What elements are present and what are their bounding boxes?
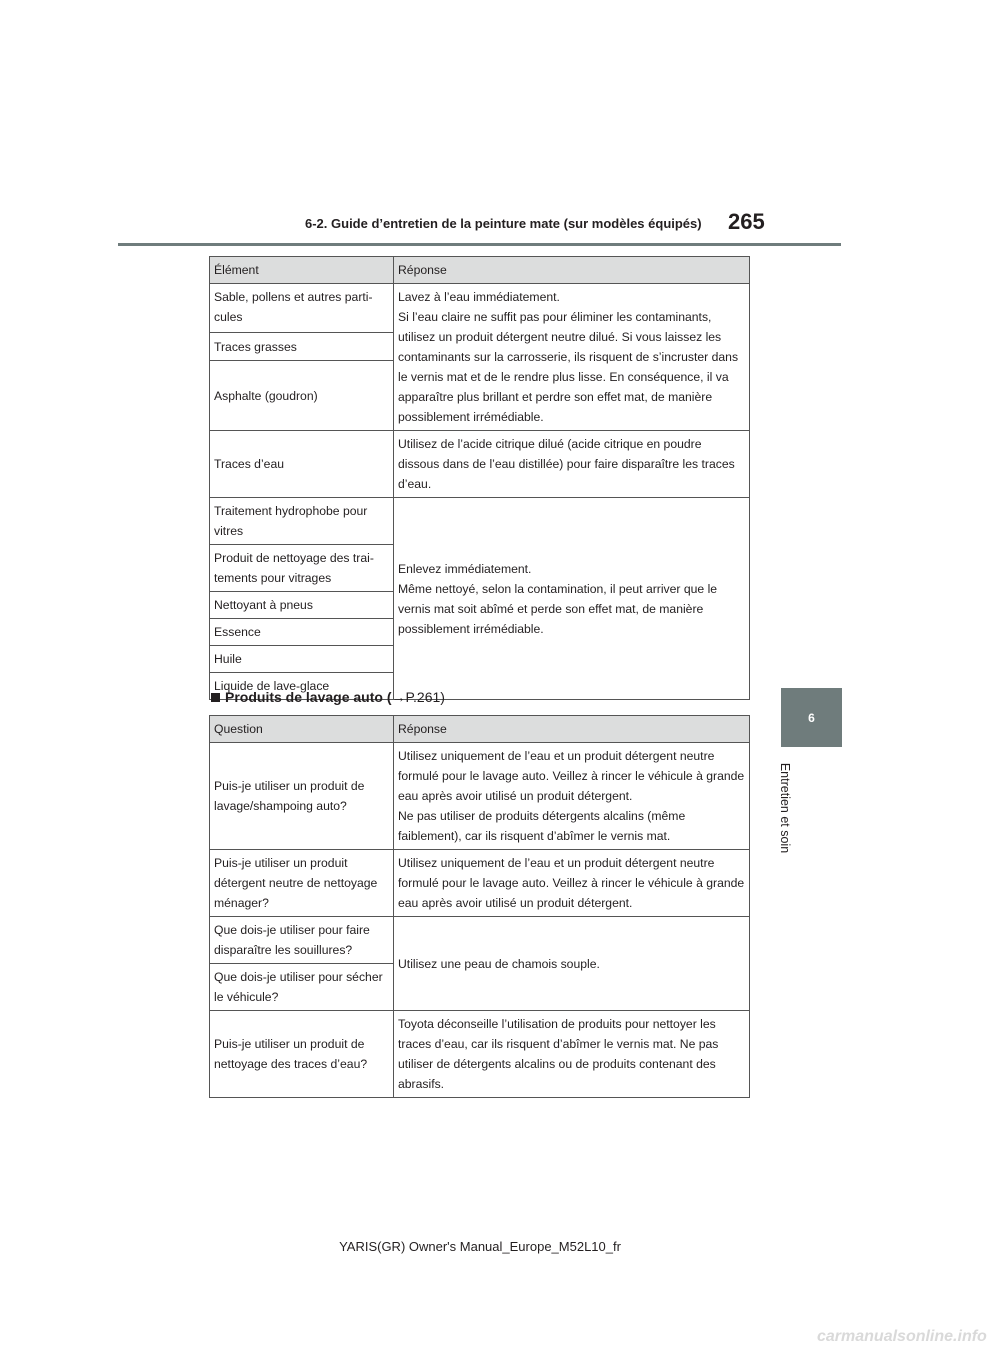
- response-cell: Utilisez de l’acide citrique dilué (acide citrique en poudre dissous dans de l’eau distillée) pour faire disparaître les traces d’eau.: [394, 431, 750, 498]
- table-row: [210, 284, 750, 333]
- response-cell: [394, 743, 750, 850]
- question-cell: Puis-je utiliser un produit détergent neutre de nettoyage ménager?: [210, 850, 394, 917]
- arrow-icon: →: [391, 689, 406, 705]
- item-cell: Sable, pollens et autres parti-cules: [210, 284, 394, 333]
- response-line: Ne pas utiliser de produits détergents alcalins (même faiblement), car ils risquent d’abîmer le vernis mat.: [398, 809, 686, 843]
- car-wash-faq-table: [209, 715, 750, 1098]
- contaminants-table: [209, 256, 750, 700]
- table-row: [210, 498, 750, 545]
- section-heading-car-wash: [211, 689, 445, 705]
- item-cell: Produit de nettoyage des trai-tements pour vitrages: [210, 545, 394, 592]
- response-line: Enlevez immédiatement.: [398, 561, 532, 576]
- item-cell: Nettoyant à pneus: [210, 592, 394, 619]
- response-line: Lavez à l’eau immédiatement.: [398, 290, 560, 304]
- heading-text: Produits de lavage auto (: [225, 689, 392, 705]
- table-row: [210, 1011, 750, 1098]
- table-row: [210, 431, 750, 498]
- table-row: [210, 917, 750, 964]
- chapter-tab[interactable]: [781, 688, 842, 747]
- item-cell: Asphalte (goudron): [210, 361, 394, 431]
- header-divider: [118, 243, 841, 246]
- response-line: Même nettoyé, selon la contamination, il peut arriver que le vernis mat soit abîmé et perde son effet mat, de manière possiblement irrémédiable.: [398, 581, 718, 636]
- table-row: [210, 850, 750, 917]
- item-cell: Liquide de lave-glace: [210, 673, 394, 700]
- item-cell: Traitement hydrophobe pour vitres: [210, 498, 394, 545]
- question-cell: Que dois-je utiliser pour sécher le véhicule?: [210, 964, 394, 1011]
- table-header-row: [210, 716, 750, 743]
- chapter-number: 6: [808, 710, 815, 725]
- response-line: Si l’eau claire ne suffit pas pour éliminer les contaminants, utilisez un produit détergent neutre dilué. Si vous laissez les contaminants sur la carrosserie, ils risquent de s’incruster dans le vernis mat et de le rendre plus lisse. En conséquence, il va apparaître plus brillant et perdre son effet mat, de manière possiblement irrémédiable.: [398, 310, 739, 424]
- page-reference[interactable]: P.261): [405, 689, 445, 705]
- table-header-row: [210, 257, 750, 284]
- response-cell: Utilisez uniquement de l’eau et un produit détergent neutre formulé pour le lavage auto. Veillez à rincer le véhicule à grande eau après avoir utilisé un produit détergent.: [394, 850, 750, 917]
- square-bullet-icon: [211, 693, 220, 702]
- column-header-element: Élément: [210, 257, 394, 284]
- response-line: Utilisez uniquement de l’eau et un produit détergent neutre formulé pour le lavage auto. Veillez à rincer le véhicule à grande eau après avoir utilisé un produit détergent.: [398, 749, 745, 803]
- table-row: [210, 743, 750, 850]
- item-cell: Traces d’eau: [210, 431, 394, 498]
- item-cell: Essence: [210, 619, 394, 646]
- column-header-response: Réponse: [394, 716, 750, 743]
- chapter-label: Entretien et soin: [778, 762, 792, 854]
- footer-manual-id: YARIS(GR) Owner's Manual_Europe_M52L10_fr: [339, 1239, 621, 1254]
- watermark: carmanualsonline.info: [817, 1328, 987, 1345]
- question-cell: Puis-je utiliser un produit de lavage/shampoing auto?: [210, 743, 394, 850]
- column-header-response: Réponse: [394, 257, 750, 284]
- response-cell: [394, 284, 750, 431]
- response-cell: [394, 498, 750, 700]
- response-cell: Utilisez une peau de chamois souple.: [394, 917, 750, 1011]
- item-cell: Traces grasses: [210, 333, 394, 361]
- column-header-question: Question: [210, 716, 394, 743]
- item-cell: Huile: [210, 646, 394, 673]
- page-number: 265: [728, 209, 765, 234]
- section-title: 6-2. Guide d’entretien de la peinture mate (sur modèles équipés): [305, 216, 702, 231]
- question-cell: Puis-je utiliser un produit de nettoyage des traces d’eau?: [210, 1011, 394, 1098]
- question-cell: Que dois-je utiliser pour faire disparaître les souillures?: [210, 917, 394, 964]
- response-cell: Toyota déconseille l’utilisation de produits pour nettoyer les traces d’eau, car ils risquent d’abîmer le vernis mat. Ne pas utiliser de détergents alcalins ou de produits contenant des abrasifs.: [394, 1011, 750, 1098]
